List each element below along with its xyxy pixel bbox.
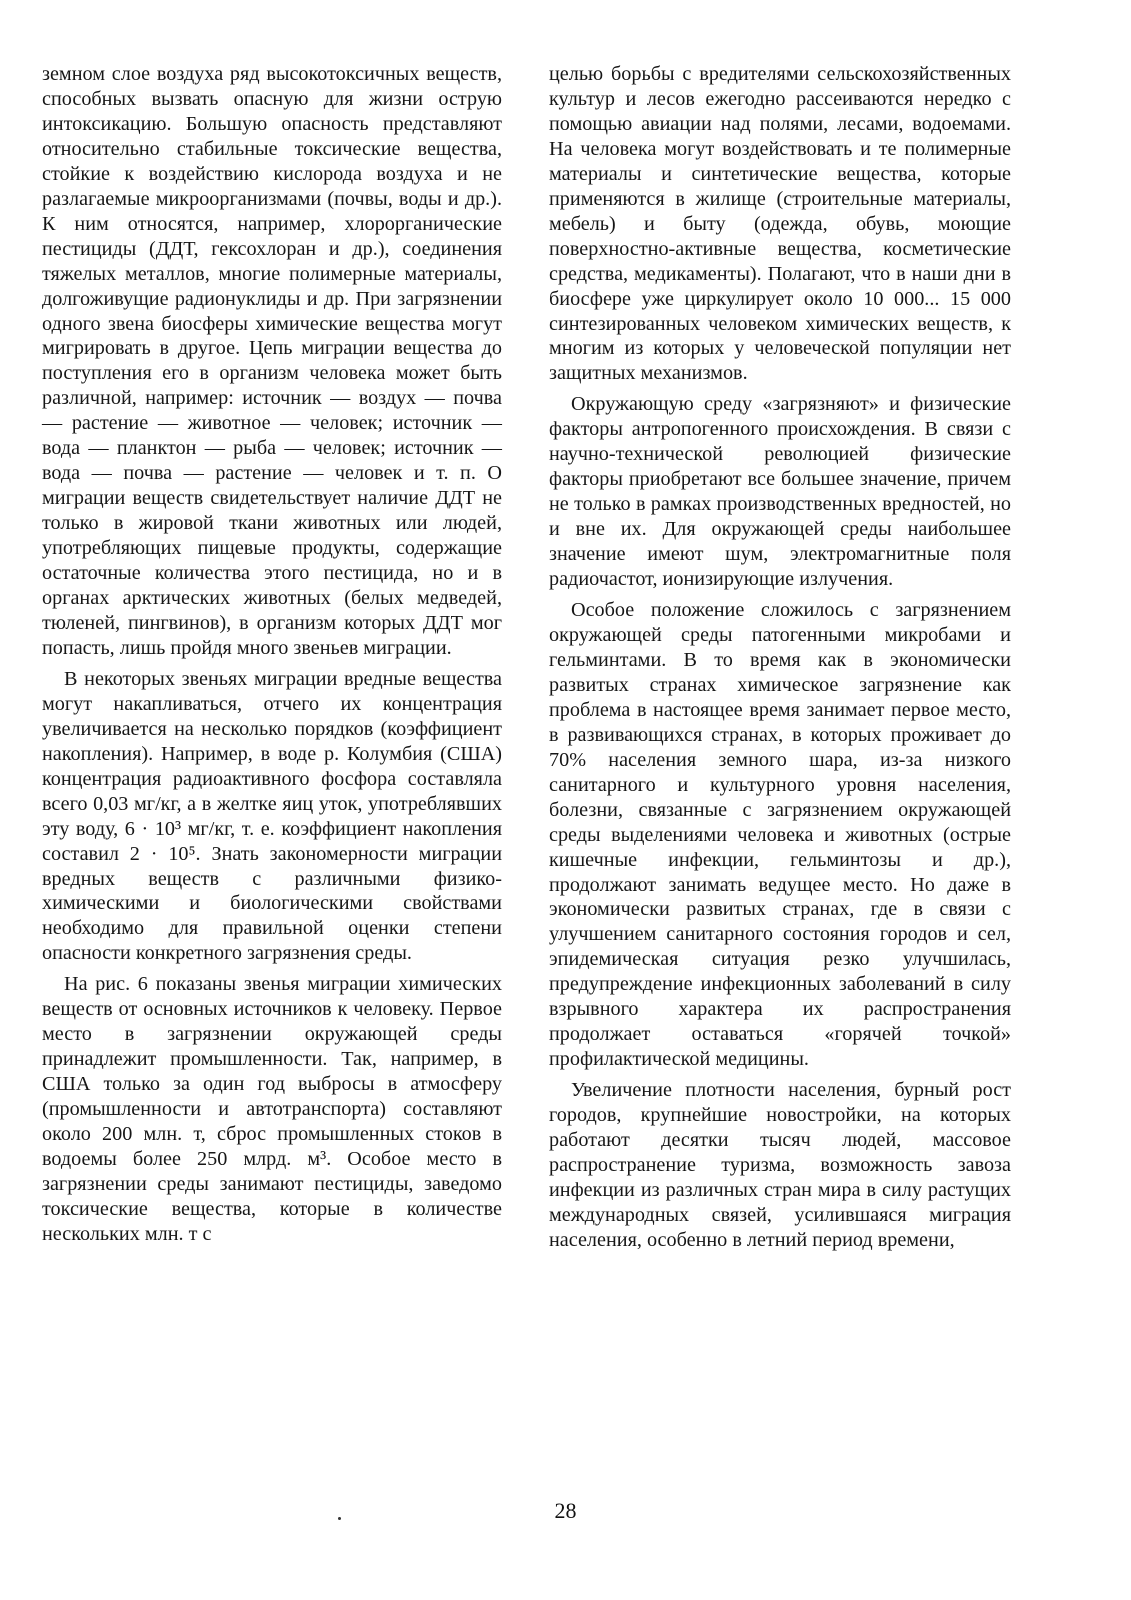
page-number: 28 [554,1498,577,1523]
paragraph-right-1: целью борьбы с вредителями сельскохозяйственных культур и лесов ежегодно рассеиваются нередко с помощью авиации над полями, лесами, водоемами. На человека могут воздействовать и те полимерные материалы и синтетические вещества, которые применяются в жилище (строительные материалы, мебель) и быту (одежда, обувь, моющие поверхностно-активные вещества, косметические средства, медикаменты). Полагают, что в наши дни в биосфере уже циркулирует около 10 000... 15 000 синтезированных человеком химических веществ, к многим из которых у человеческой популяции нет защитных механизмов. [549,63,1011,385]
paragraph-left-3: На рис. 6 показаны звенья миграции химических веществ от основных источников к человеку. Первое место в загрязнении окружающей среды принадлежит промышленности. Так, например, в США только за один год выбросы в атмосферу (промышленности и автотранспорта) составляют около 200 млн. т, сброс промышленных стоков в водоемы более 250 млрд. м³. Особое место в загрязнении среды занимают пестициды, заведомо токсические вещества, которые в количестве нескольких млн. т с [42,973,502,1245]
right-column [549,62,1011,1253]
paragraph-left-2: В некоторых звеньях миграции вредные вещества могут накапливаться, отчего их концентрация увеличивается на несколько порядков (коэффициент накопления). Например, в воде р. Колумбия (США) концентрация радиоактивного фосфора составляла всего 0,03 мг/кг, а в желтке яиц уток, употреблявших эту воду, 6 · 10³ мг/кг, т. е. коэффициент накопления составил 2 · 10⁵. Знать закономерности миграции вредных веществ с различными физико-химическими и биологическими свойствами необходимо для правильной оценки степени опасности конкретного загрязнения среды. [42,667,502,965]
paragraph-right-2: Окружающую среду «загрязняют» и физические факторы антропогенного происхождения. В связи с научно-технической революцией физические факторы приобретают все большее значение, причем не только в рамках производственных вредностей, но и вне их. Для окружающей среды наибольшее значение имеют шум, электромагнитные поля радиочастот, ионизирующие излучения. [549,393,1011,591]
paragraph-right-3: Особое положение сложилось с загрязнением окружающей среды патогенными микробами и гельминтами. В то время как в экономически развитых странах химическое загрязнение как проблема в настоящее время занимает первое место, в развивающихся странах, в которых проживает до 70% населения земного шара, из-за низкого санитарного и культурного уровня населения, болезни, связанные с загрязнением окружающей среды выделениями человека и животных (острые кишечные инфекции, гельминтозы и др.), продолжают занимать ведущее место. Но даже в экономически развитых странах, где в связи с улучшением санитарного состояния городов и сел, эпидемическая ситуация резко улучшилась, предупреждение инфекционных заболеваний в силу взрывного характера их распространения продолжает оставаться «горячей точкой» профилактической медицины. [549,599,1011,1071]
left-column [42,62,502,1247]
paragraph-right-4: Увеличение плотности населения, бурный рост городов, крупнейшие новостройки, на которых работают десятки тысяч людей, массовое распространение туризма, возможность завоза инфекции из различных стран мира в силу растущих международных связей, усилившаяся миграция населения, особенно в летний период времени, [549,1079,1011,1251]
paragraph-left-1: земном слое воздуха ряд высокотоксичных веществ, способных вызвать опасную для жизни острую интоксикацию. Большую опасность представляют относительно стабильные токсические вещества, стойкие к воздействию кислорода воздуха и не разлагаемые микроорганизмами (почвы, воды и др.). К ним относятся, например, хлорорганические пестициды (ДДТ, гексохлоран и др.), соединения тяжелых металлов, многие полимерные материалы, долгоживущие радионуклиды и др. При загрязнении одного звена биосферы химические вещества могут мигрировать в другое. Цепь миграции вещества до поступления его в организм человека может быть различной, например: источник — воздух — почва — растение — животное — человек; источник — вода — планктон — рыба — человек; источник — вода — почва — растение — человек и т. п. О миграции веществ свидетельствует наличие ДДТ не только в жировой ткани животных или людей, употребляющих пищевые продукты, содержащие остаточные количества этого пестицида, но и в органах арктических животных (белых медведей, тюленей, пингвинов), в организм которых ДДТ мог попасть, лишь пройдя много звеньев миграции. [42,63,502,659]
